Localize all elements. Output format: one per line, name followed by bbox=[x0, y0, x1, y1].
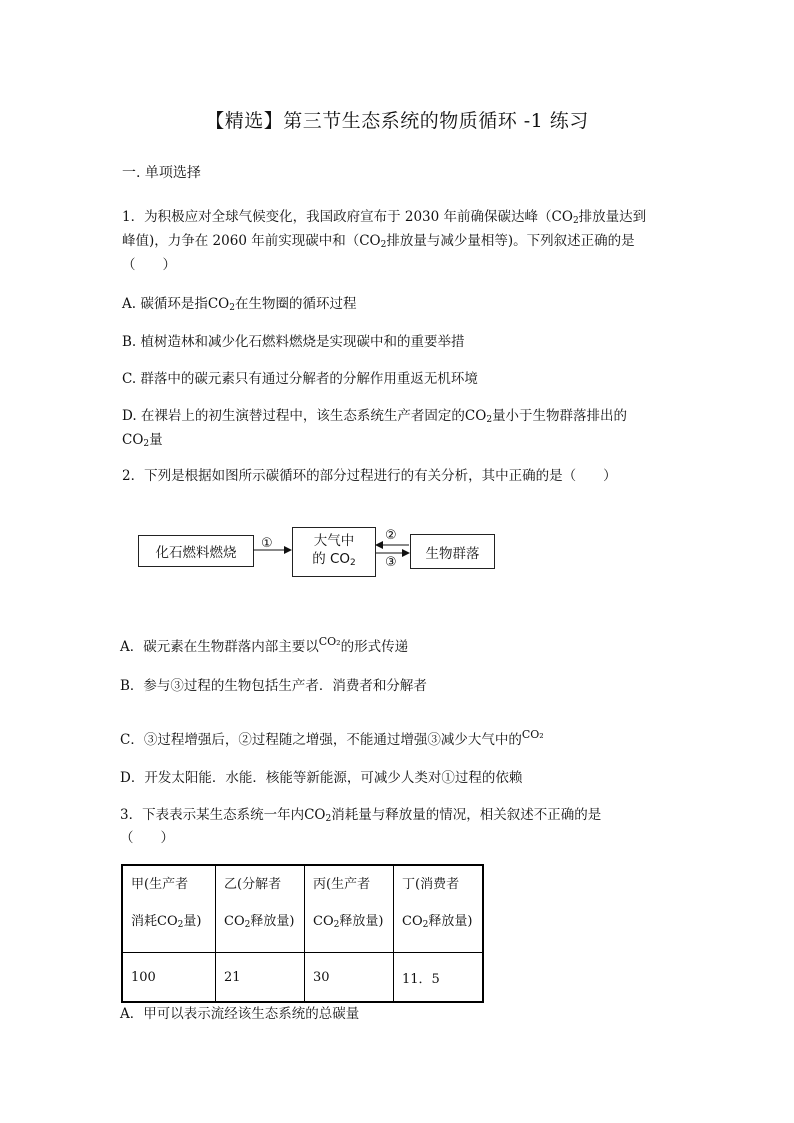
q2-option-d: D．开发太阳能．水能．核能等新能源，可减少人类对①过程的依赖 bbox=[120, 770, 523, 786]
table-cell: 11．5 bbox=[394, 953, 484, 1003]
q2-option-c: C．③过程增强后，②过程随之增强，不能通过增强③减少大气中的$^{CO_2}$ bbox=[120, 728, 544, 748]
q1-stem-line2: 峰值)，力争在 2060 年前实现碳中和（$CO_2$排放量与减少量相等)。下列叙述正确的是 bbox=[122, 233, 635, 250]
table-row bbox=[122, 953, 483, 1003]
atmosphere-line2: 的 $CO_2$ bbox=[312, 551, 356, 568]
fossil-fuel-box: 化石燃料燃烧 bbox=[138, 535, 254, 567]
q1-stem-line1: 1．为积极应对全球气候变化，我国政府宣布于 2030 年前确保碳达峰（$CO_2$排放量达到 bbox=[122, 209, 647, 226]
table-header-cell: 甲(生产者 消耗$CO_2$量) bbox=[122, 865, 216, 953]
atmosphere-line1: 大气中 bbox=[313, 533, 355, 549]
table-header-cell: 乙(分解者 $CO_2$释放量) bbox=[216, 865, 305, 953]
biological-community-box: 生物群落 bbox=[410, 534, 495, 569]
q3-stem-line2: （ ） bbox=[120, 830, 174, 846]
q2-option-a: A．碳元素在生物群落内部主要以$^{CO_2}$的形式传递 bbox=[120, 635, 409, 655]
q1-stem-line3: （ ） bbox=[122, 257, 176, 273]
q2-stem: 2．下列是根据如图所示碳循环的部分过程进行的有关分析，其中正确的是（ ） bbox=[122, 468, 617, 484]
q1-option-d-line2: $CO_2$量 bbox=[122, 432, 163, 449]
label-2: ② bbox=[385, 528, 397, 543]
table-header-row bbox=[122, 865, 483, 953]
label-1: ① bbox=[261, 536, 273, 551]
q1-option-c: C. 群落中的碳元素只有通过分解者的分解作用重返无机环境 bbox=[122, 371, 478, 387]
q1-option-a: A. 碳循环是指$CO_2$在生物圈的循环过程 bbox=[122, 296, 357, 313]
co2-table bbox=[121, 864, 484, 1003]
q1-option-d-line1: D. 在裸岩上的初生演替过程中，该生态系统生产者固定的$CO_2$量小于生物群落排出的 bbox=[122, 408, 628, 425]
q1-option-b: B. 植树造林和减少化石燃料燃烧是实现碳中和的重要举措 bbox=[122, 334, 465, 350]
q2-option-b: B．参与③过程的生物包括生产者．消费者和分解者 bbox=[120, 678, 427, 694]
table-header-cell: 丙(生产者 $CO_2$释放量) bbox=[305, 865, 394, 953]
page-title: 【精选】第三节生态系统的物质循环 -1 练习 bbox=[205, 110, 589, 132]
table-cell: 100 bbox=[122, 953, 216, 1003]
q3-option-a: A．甲可以表示流经该生态系统的总碳量 bbox=[120, 1006, 360, 1022]
label-3: ③ bbox=[385, 555, 397, 570]
table-cell: 21 bbox=[216, 953, 305, 1003]
table-header-cell: 丁(消费者 $CO_2$释放量) bbox=[394, 865, 484, 953]
section-heading: 一. 单项选择 bbox=[122, 165, 201, 181]
q3-stem-line1: 3．下表表示某生态系统一年内$CO_2$消耗量与释放量的情况，相关叙述不正确的是 bbox=[120, 807, 602, 824]
table-cell: 30 bbox=[305, 953, 394, 1003]
